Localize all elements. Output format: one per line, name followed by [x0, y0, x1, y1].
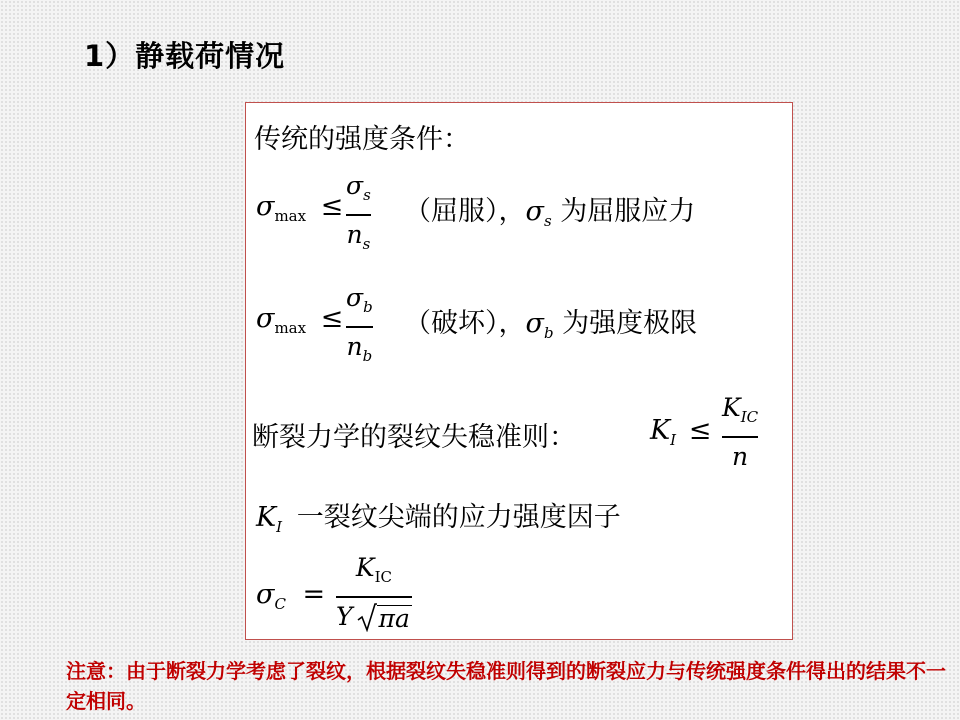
- page-title: 1）静载荷情况: [84, 39, 286, 73]
- cond2-fraction: $\sigma_b$ $n_b$: [346, 283, 373, 365]
- traditional-strength-heading: 传统的强度条件：: [254, 124, 470, 155]
- note-text: 注意：由于断裂力学考虑了裂纹，根据裂纹失稳准则得到的断裂应力与传统强度条件得出的结果不一定相同。: [66, 659, 946, 713]
- sqrt-icon: [357, 602, 377, 632]
- criterion-lhs: $K_I$ ≤: [650, 415, 712, 449]
- criterion-label: 断裂力学的裂纹失稳准则：: [252, 422, 576, 453]
- cond1-lhs: $\sigma_{max}$ ≤: [256, 191, 344, 225]
- cond2-lhs: $\sigma_{max}$ ≤: [256, 303, 344, 337]
- criterion-fraction: $K_{IC}$ n: [722, 393, 759, 471]
- ki-definition: $K_I$ 一裂纹尖端的应力强度因子: [256, 502, 621, 536]
- cond2-desc: （破坏），$\sigma_b$ 为强度极限: [404, 308, 698, 342]
- cond1-fraction: $\sigma_s$ $n_s$: [346, 171, 371, 253]
- sigma-c-lhs: $\sigma_C$ =: [256, 579, 326, 613]
- formula-box: [245, 102, 793, 640]
- cond1-desc: （屈服），$\sigma_s$ 为屈服应力: [404, 196, 696, 230]
- sigma-c-fraction: $K_{IC}$ Y πa: [336, 553, 410, 633]
